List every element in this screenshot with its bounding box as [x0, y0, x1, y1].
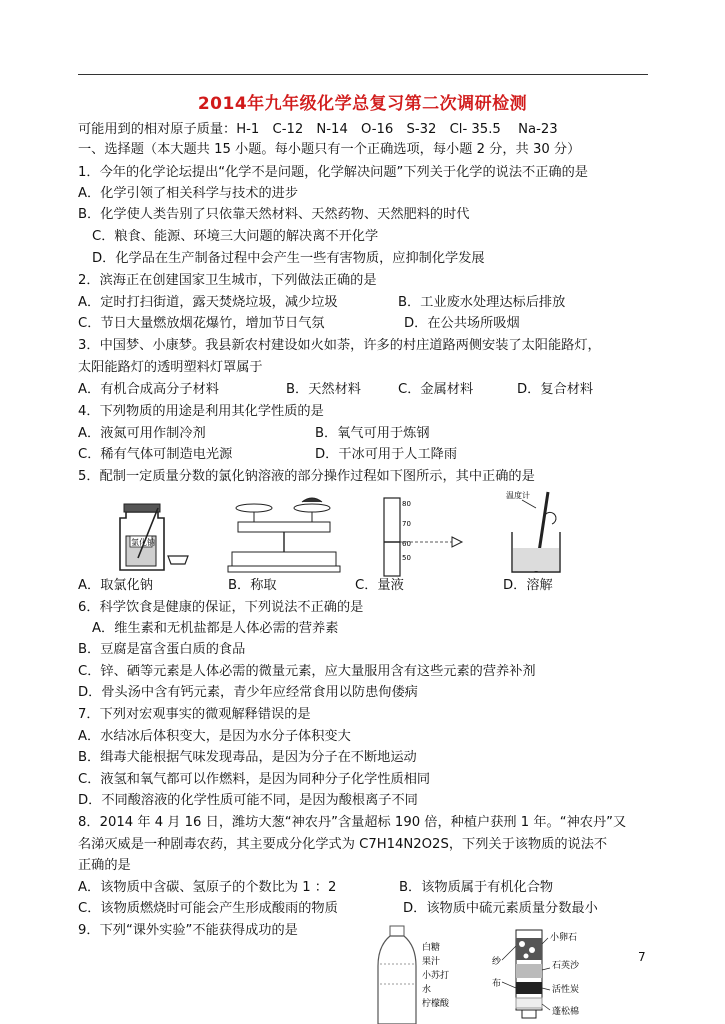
tick-50: 50: [402, 554, 411, 562]
bottle-label-3: 小苏打: [422, 971, 450, 981]
q2-option-d: D．在公共场所吸烟: [404, 316, 520, 331]
q5-stem: 5．配制一定质量分数的氯化钠溶液的部分操作过程如下图所示，其中正确的是: [78, 469, 535, 484]
q1-option-a: A．化学引领了相关科学与技术的进步: [78, 186, 299, 201]
q5-option-a: A．取氯化钠: [78, 578, 153, 593]
tick-70: 70: [402, 520, 411, 528]
q2-option-c: C．节日大量燃放烟花爆竹，增加节日气氛: [78, 316, 325, 331]
q8-option-c: C．该物质燃烧时可能会产生形成酸雨的物质: [78, 901, 338, 916]
q7-option-a: A．水结冰后体积变大，是因为水分子体积变大: [78, 729, 351, 744]
q1-option-d: D．化学品在生产制备过程中会产生一些有害物质，应抑制化学发展: [92, 251, 485, 266]
filter-label-1: 小卵石: [550, 933, 578, 943]
q8-stem-3: 正确的是: [78, 858, 131, 873]
q9-figure-bottle: [376, 924, 486, 1024]
q5-figure-take-salt: [112, 496, 197, 576]
bottle-label-1: 白糖: [422, 943, 441, 953]
q8-stem-2: 名涕灭威是一种剧毒农药，其主要成分化学式为 C7H14N2O2S，下列关于该物质的说法不: [78, 837, 608, 852]
eye-icon: [452, 537, 462, 547]
tick-60: 60: [402, 540, 411, 548]
bottle-label-2: 果汁: [422, 957, 441, 967]
q8-option-b: B．该物质属于有机化合物: [399, 880, 554, 895]
sand-layer: [516, 964, 542, 978]
q7-option-d: D．不同酸溶液的化学性质可能不同，是因为酸根离子不同: [78, 793, 418, 808]
q3-option-d: D．复合材料: [517, 382, 594, 397]
pebble-layer: [516, 938, 542, 960]
q3-option-a: A．有机合成高分子材料: [78, 382, 219, 397]
q6-option-c: C．锌、硒等元素是人体必需的微量元素，应大量服用含有这些元素的营养补剂: [78, 664, 536, 679]
bottle-label-4: 水: [422, 985, 432, 995]
q3-stem-1: 3．中国梦、小康梦。我县新农村建设如火如荼，许多的村庄道路两侧安装了太阳能路灯，: [78, 338, 601, 353]
section-heading: 一、选择题（本大题共 15 小题。每小题只有一个正确选项，每小题 2 分，共 30 分）: [78, 142, 581, 157]
q7-stem: 7．下列对宏观事实的微观解释错误的是: [78, 707, 311, 722]
q9-figure-filter: [490, 924, 610, 1024]
bottle-label-5: 柠檬酸: [422, 999, 450, 1009]
atomic-mass-line: 可能用到的相对原子质量：H-1 C-12 N-14 O-16 S-32 Cl- 35.5 Na-23: [78, 122, 558, 137]
q1-stem: 1．今年的化学论坛提出“化学不是问题，化学解决问题”下列关于化学的说法不正确的是: [78, 165, 588, 180]
carbon-layer: [516, 982, 542, 994]
cotton-layer: [516, 998, 542, 1008]
beaker-liquid: [513, 548, 559, 571]
q4-option-d: D．干冰可用于人工降雨: [315, 447, 458, 462]
q8-option-a: A．该物质中含碳、氢原子的个数比为 1 ：2: [78, 880, 337, 895]
header-rule: [78, 74, 648, 75]
q4-option-a: A．液氮可用作制冷剂: [78, 426, 206, 441]
q6-stem: 6．科学饮食是健康的保证，下列说法不正确的是: [78, 600, 364, 615]
q1-option-c: C．粮食、能源、环境三大问题的解决离不开化学: [92, 229, 379, 244]
q5-option-c: C．量液: [355, 578, 404, 593]
q4-option-c: C．稀有气体可制造电光源: [78, 447, 233, 462]
q3-option-c: C．金属材料: [398, 382, 474, 397]
q2-stem: 2．滨海正在创建国家卫生城市，下列做法正确的是: [78, 273, 377, 288]
q7-option-b: B．缉毒犬能根据气味发现毒品，是因为分子在不断地运动: [78, 750, 417, 765]
q6-option-b: B．豆腐是富含蛋白质的食品: [78, 642, 246, 657]
q4-stem: 4．下列物质的用途是利用其化学性质的是: [78, 404, 324, 419]
page-number: 7: [638, 950, 646, 964]
q5-option-b: B．称取: [228, 578, 277, 593]
q5-figure-balance: [224, 496, 344, 576]
q1-option-b: B．化学使人类告别了只依靠天然材料、天然药物、天然肥料的时代: [78, 207, 470, 222]
q5-figure-dissolve: [492, 488, 582, 580]
thermometer-label: 温度计: [506, 491, 530, 500]
filter-label-2: 石英沙: [552, 961, 580, 971]
filter-label-3: 活性炭: [552, 985, 580, 995]
q5-option-d: D．溶解: [503, 578, 553, 593]
q8-stem-1: 8．2014 年 4 月 16 日，潍坊大葱“神农丹”含量超标 190 倍，种植户获刑 1 年。“神农丹”又: [78, 815, 627, 830]
q2-option-a: A．定时打扫街道，露天焚烧垃圾，减少垃圾: [78, 295, 338, 310]
q6-option-a: A．维生素和无机盐都是人体必需的营养素: [92, 621, 339, 636]
gauze-label-1: 纱: [492, 957, 502, 967]
filter-label-4: 蓬松棉: [552, 1007, 580, 1017]
q8-option-d: D．该物质中硫元素质量分数最小: [403, 901, 598, 916]
jar-label: 氯化钠: [131, 538, 155, 547]
tick-80: 80: [402, 500, 411, 508]
q2-option-b: B．工业废水处理达标后排放: [398, 295, 566, 310]
q3-option-b: B．天然材料: [286, 382, 361, 397]
q6-option-d: D．骨头汤中含有钙元素，青少年应经常食用以防患佝偻病: [78, 685, 418, 700]
q4-option-b: B．氧气可用于炼钢: [315, 426, 430, 441]
lid: [168, 556, 188, 564]
gauze-label-2: 布: [492, 979, 502, 989]
q3-stem-2: 太阳能路灯的透明塑料灯罩属于: [78, 360, 263, 375]
page-title: 2014年九年级化学总复习第二次调研检测: [197, 94, 528, 114]
q9-stem: 9．下列“课外实验”不能获得成功的是: [78, 923, 298, 938]
q7-option-c: C．液氢和氧气都可以作燃料，是因为同种分子化学性质相同: [78, 772, 431, 787]
q5-figure-cylinder: [370, 494, 470, 580]
